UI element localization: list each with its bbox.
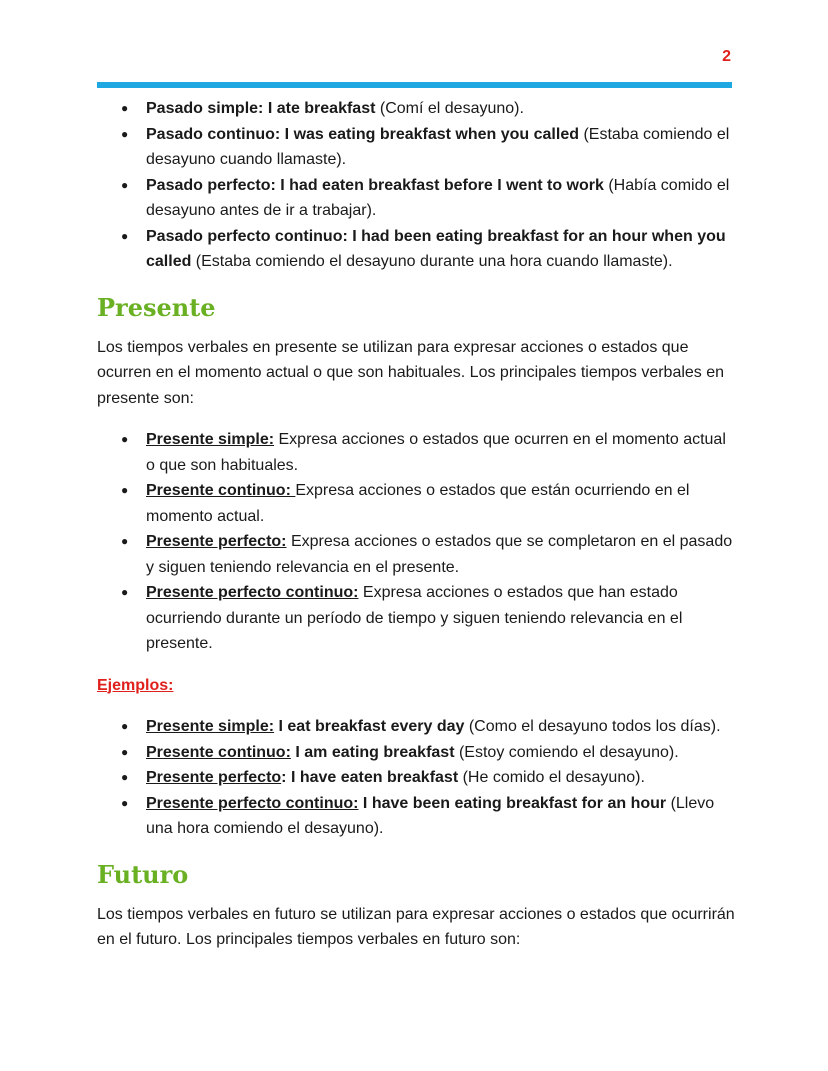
example-translation: (Estaba comiendo el desayuno durante una hora cuando llamaste). [191,253,673,270]
tense-name: Presente simple: [146,431,275,448]
tense-name: Presente continuo: [146,482,296,499]
tense-name: Presente perfecto: [146,533,287,550]
list-item [97,122,737,173]
example-translation: (Estaba comiendo el desayuno cuando llamaste). [146,125,730,168]
list-item [97,740,737,766]
example-translation: (Había comido el desayuno antes de ir a trabajar). [146,176,730,219]
header-divider [97,82,732,88]
presente-intro: Los tiempos verbales en presente se utilizan para expresar acciones o estados que ocurren en el momento actual o que son habituales. Los principales tiempos verbales en presente son: [97,338,725,407]
page-number: 2 [722,48,731,65]
list-item [97,224,737,275]
example-sentence: I am eating breakfast [290,743,455,761]
example-term: Pasado perfecto: I had eaten breakfast before I went to work [146,176,604,194]
futuro-intro: Los tiempos verbales en futuro se utilizan para expresar acciones o estados que ocurrirán en el futuro. Los principales tiempos verbales en futuro son: [97,905,735,948]
example-translation: (Comí el desayuno). [375,100,524,117]
list-item [97,173,737,224]
example-tense: Presente continuo: [146,743,291,761]
list-item [97,791,737,842]
list-item [97,714,737,740]
example-tense: Presente perfecto continuo: [146,794,359,812]
presente-examples-list [97,714,737,842]
list-item [97,765,737,791]
list-item [97,478,737,529]
example-term: Pasado perfecto continuo: I had been eating breakfast for an hour when you called [146,227,726,270]
example-translation: (Llevo una hora comiendo el desayuno). [146,794,715,837]
futuro-heading: Futuro [97,859,189,889]
tense-name: Presente perfecto continuo: [146,584,359,601]
list-item [97,580,737,657]
presente-heading: Presente [97,292,216,322]
list-item [97,96,737,122]
document-body [97,96,737,953]
tense-description: Expresa acciones o estados que se completaron en el pasado y siguen teniendo relevancia en el presente. [146,533,733,576]
examples-label-row [97,673,737,699]
example-sentence: I have been eating breakfast for an hour [358,794,667,812]
example-sentence: : I have eaten breakfast [281,769,459,786]
tense-description: Expresa acciones o estados que están ocurriendo en el momento actual. [146,482,690,525]
past-examples-list [97,96,737,275]
example-tense: Presente simple: [146,718,275,735]
example-term: Pasado continuo: I was eating breakfast when you called [146,125,579,143]
list-item [97,427,737,478]
example-term: Pasado simple: I ate breakfast [146,100,376,117]
tense-description: Expresa acciones o estados que ocurren en el momento actual o que son habituales. [146,431,726,474]
example-sentence: I eat breakfast every day [274,718,465,735]
presente-tenses-list [97,427,737,657]
example-translation: (Estoy comiendo el desayuno). [454,743,679,761]
examples-label: Ejemplos: [97,676,174,694]
list-item [97,529,737,580]
example-translation: (Como el desayuno todos los días). [464,718,721,735]
tense-description: Expresa acciones o estados que han estado ocurriendo durante un período de tiempo y siguen teniendo relevancia en el presente. [146,584,683,652]
example-translation: (He comido el desayuno). [458,769,645,786]
example-tense: Presente perfecto [146,769,282,786]
